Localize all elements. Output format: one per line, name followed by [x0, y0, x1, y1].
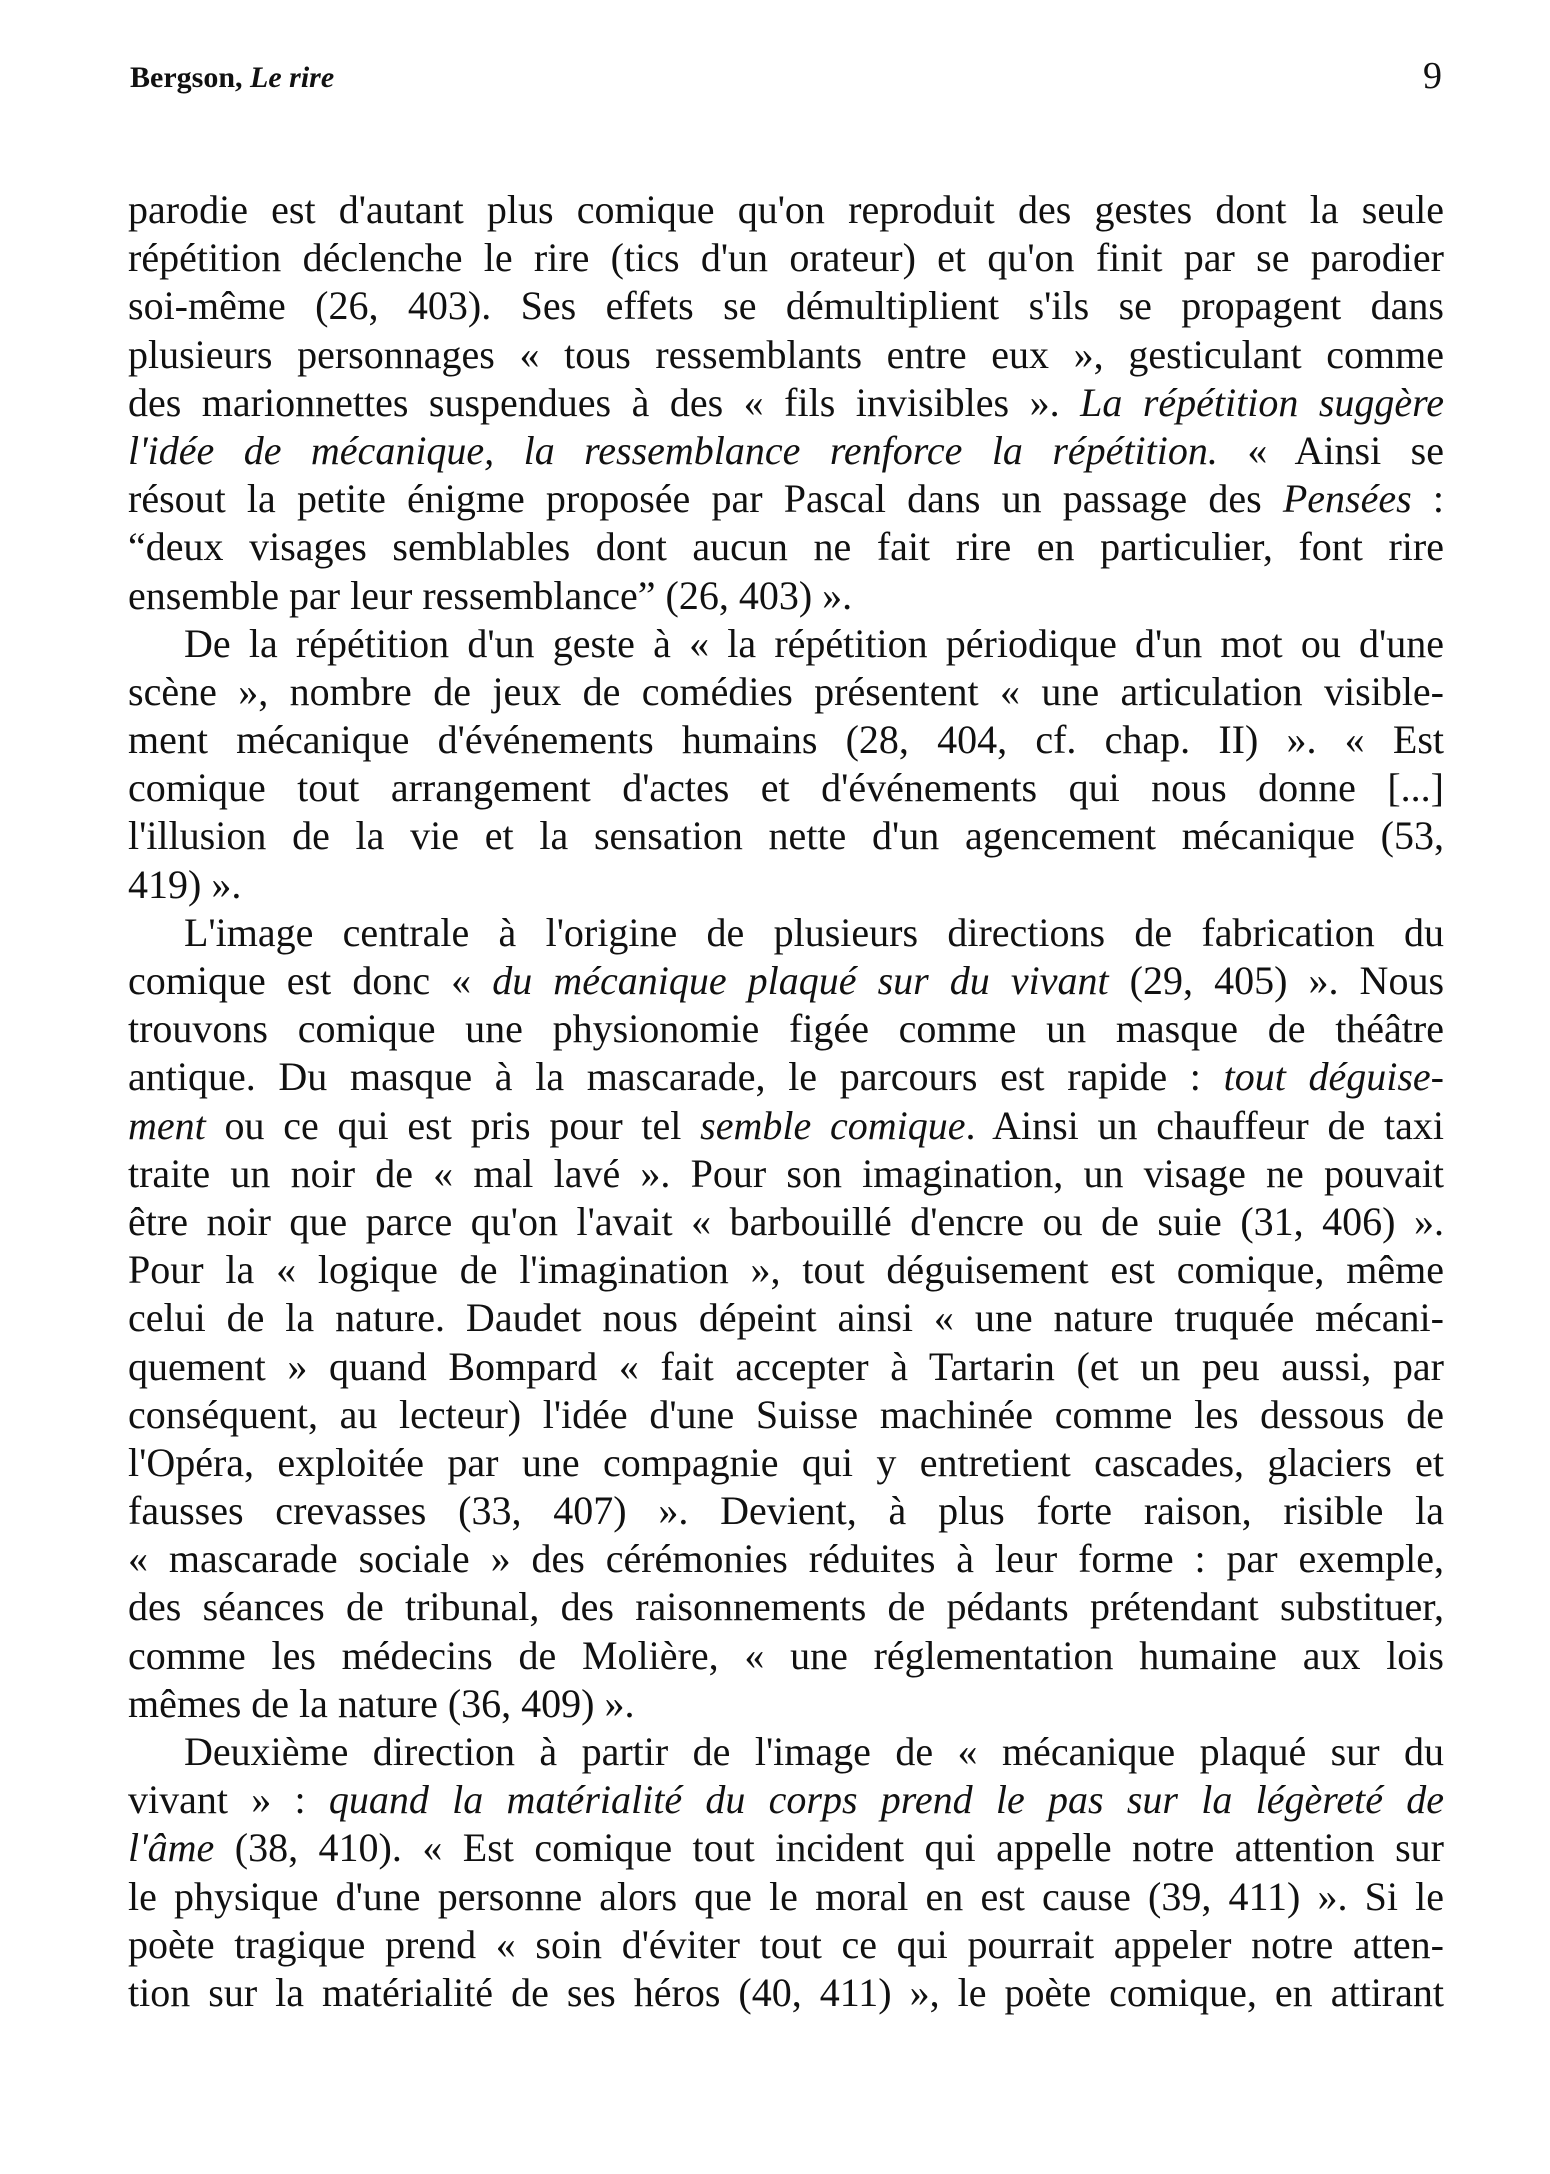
- text-line: [128, 1391, 1444, 1439]
- text-run: des séances de tribunal, des raisonnements de pédants prétendant substituer,: [128, 1584, 1444, 1630]
- text-run: :: [1411, 476, 1444, 522]
- text-run: conséquent, au lecteur) l'idée d'une Suisse machinée comme les dessous de: [128, 1391, 1444, 1437]
- text-line: [128, 909, 1444, 957]
- text-run: comique est donc «: [128, 958, 493, 1003]
- text-run: ment mécanique d'événements humains (28, 404, cf. chap. II) ». « Est: [128, 717, 1444, 763]
- text-run: des marionnettes suspendues à des « fils invisibles ».: [128, 379, 1081, 425]
- text-line: [128, 234, 1444, 282]
- text-run: “deux visages semblables dont aucun ne fait rire en particulier, font rire: [128, 524, 1444, 570]
- text-line: [128, 331, 1444, 379]
- text-line: [128, 716, 1444, 764]
- italic-text: quand la matérialité du corps prend le pas sur la légèreté de: [328, 1777, 1444, 1823]
- italic-text: Pensées: [1282, 476, 1412, 522]
- italic-text: ment: [128, 1102, 206, 1148]
- text-line: [128, 523, 1444, 571]
- text-line: [128, 1921, 1444, 1969]
- text-line: [128, 764, 1444, 812]
- text-run: quement » quand Bompard « fait accepter à Tartarin (et un peu aussi, par: [128, 1343, 1444, 1389]
- page-header: [130, 55, 1442, 98]
- text-run: comme les médecins de Molière, « une réglementation humaine aux lois: [128, 1632, 1444, 1678]
- text-line: [128, 1343, 1444, 1391]
- text-line: [128, 1053, 1444, 1101]
- text-run: (29, 405) ». Nous: [1108, 958, 1445, 1003]
- text-line: [128, 1776, 1444, 1824]
- text-line: [128, 861, 1444, 909]
- text-run: fausses crevasses (33, 407) ». Devient, à plus forte raison, risible la: [128, 1488, 1444, 1534]
- text-line: [128, 1198, 1444, 1246]
- body-text: [128, 186, 1444, 2017]
- text-line: [128, 620, 1444, 668]
- text-line: [128, 1246, 1444, 1294]
- text-run: L'image centrale à l'origine de plusieurs directions de fabrication du: [184, 909, 1444, 955]
- text-run: plusieurs personnages « tous ressemblants entre eux », gesticulant comme: [128, 331, 1444, 377]
- text-run: Pour la « logique de l'imagination », tout déguisement est comique, même: [128, 1247, 1444, 1293]
- text-run: mêmes de la nature (36, 409) ».: [128, 1680, 635, 1726]
- italic-text: tout déguise-: [1223, 1054, 1444, 1100]
- text-run: parodie est d'autant plus comique qu'on reproduit des gestes dont la seule: [128, 187, 1444, 232]
- text-run: antique. Du masque à la mascarade, le parcours est rapide :: [128, 1054, 1224, 1100]
- text-line: [128, 1824, 1444, 1872]
- text-run: l'illusion de la vie et la sensation nette d'un agencement mécanique (53,: [128, 813, 1444, 859]
- italic-text: semble comique: [700, 1102, 966, 1148]
- text-run: le physique d'une personne alors que le moral en est cause (39, 411) ». Si le: [128, 1873, 1444, 1919]
- text-line: [128, 1583, 1444, 1631]
- text-run: ou ce qui est pris pour tel: [205, 1102, 701, 1148]
- text-run: scène », nombre de jeux de comédies présentent « une articulation visible-: [128, 668, 1444, 714]
- text-line: [128, 957, 1444, 1005]
- italic-text: l'âme: [128, 1825, 215, 1871]
- text-run: celui de la nature. Daudet nous dépeint ainsi « une nature truquée mécani-: [128, 1295, 1444, 1341]
- text-run: poète tragique prend « soin d'éviter tout ce qui pourrait appeler notre atten-: [128, 1921, 1444, 1967]
- text-line: [128, 1487, 1444, 1535]
- text-run: trouvons comique une physionomie figée comme un masque de théâtre: [128, 1006, 1444, 1052]
- text-run: comique tout arrangement d'actes et d'événements qui nous donne [...]: [128, 765, 1444, 811]
- text-run: résout la petite énigme proposée par Pascal dans un passage des: [128, 476, 1283, 522]
- text-run: l'Opéra, exploitée par une compagnie qui y entretient cascades, glaciers et: [128, 1439, 1444, 1485]
- text-run: vivant » :: [128, 1777, 329, 1823]
- text-line: [128, 1150, 1444, 1198]
- italic-text: La répétition suggère: [1080, 379, 1445, 425]
- running-head-title: Le rire: [250, 61, 335, 94]
- text-run: 419) ».: [128, 861, 242, 907]
- text-run: . Ainsi un chauffeur de taxi: [965, 1102, 1444, 1148]
- running-head: [130, 58, 334, 98]
- text-run: « Ainsi se: [1217, 427, 1444, 473]
- text-line: [128, 1005, 1444, 1053]
- text-line: [128, 812, 1444, 860]
- page-number: 9: [1423, 55, 1442, 97]
- text-line: [128, 1680, 1444, 1728]
- text-line: [128, 475, 1444, 523]
- text-line: [128, 186, 1444, 234]
- text-line: [128, 1969, 1444, 2017]
- text-line: [128, 1632, 1444, 1680]
- text-line: [128, 1294, 1444, 1342]
- text-line: [128, 1728, 1444, 1776]
- text-run: être noir que parce qu'on l'avait « barbouillé d'encre ou de suie (31, 406) ».: [128, 1198, 1444, 1244]
- text-run: répétition déclenche le rire (tics d'un orateur) et qu'on finit par se parodier: [128, 235, 1444, 281]
- text-run: soi-même (26, 403). Ses effets se démultiplient s'ils se propagent dans: [128, 283, 1444, 329]
- running-head-author: Bergson,: [130, 61, 243, 94]
- text-line: [128, 1535, 1444, 1583]
- text-run: De la répétition d'un geste à « la répétition périodique d'un mot ou d'une: [184, 620, 1444, 666]
- italic-text: l'idée de mécanique, la ressemblance renforce la répétition.: [128, 427, 1218, 473]
- text-line: [128, 1102, 1444, 1150]
- text-run: ensemble par leur ressemblance” (26, 403) ».: [128, 572, 853, 618]
- text-line: [128, 572, 1444, 620]
- text-run: traite un noir de « mal lavé ». Pour son imagination, un visage ne pouvait: [128, 1150, 1444, 1196]
- text-run: Deuxième direction à partir de l'image de « mécanique plaqué sur du: [184, 1729, 1444, 1774]
- text-line: [128, 427, 1444, 475]
- italic-text: du mécanique plaqué sur du vivant: [492, 958, 1109, 1003]
- text-line: [128, 668, 1444, 716]
- text-run: « mascarade sociale » des cérémonies réduites à leur forme : par exemple,: [128, 1536, 1444, 1582]
- text-run: tion sur la matérialité de ses héros (40, 411) », le poète comique, en attirant: [128, 1969, 1444, 2015]
- text-line: [128, 1873, 1444, 1921]
- text-line: [128, 282, 1444, 330]
- text-line: [128, 379, 1444, 427]
- text-run: (38, 410). « Est comique tout incident qui appelle notre attention sur: [214, 1825, 1444, 1871]
- text-line: [128, 1439, 1444, 1487]
